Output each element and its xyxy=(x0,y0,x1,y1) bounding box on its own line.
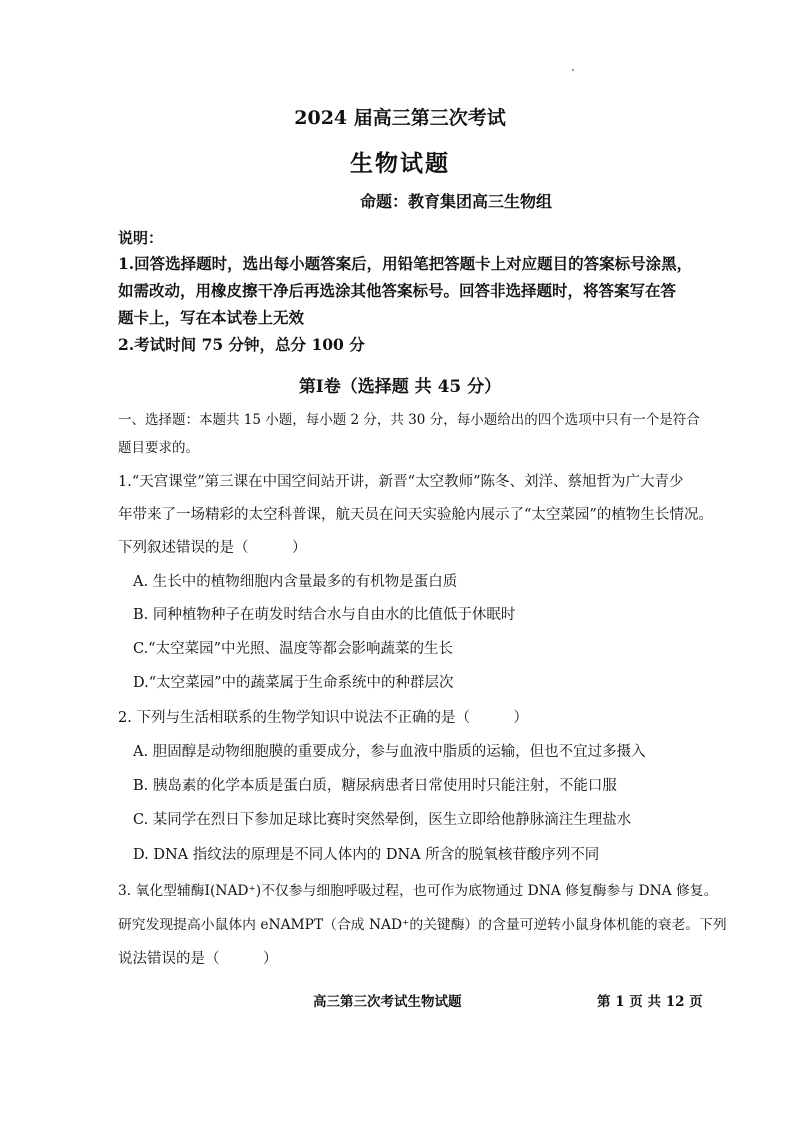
question-2-option-a: A. 胆固醇是动物细胞膜的重要成分，参与血液中脂质的运输，但也不宜过多摄入 xyxy=(133,744,646,760)
section-intro-line: 一、选择题：本题共 15 小题，每小题 2 分，共 30 分，每小题给出的四个选项中只有一个是符合 xyxy=(118,412,700,428)
author-line: 命题：教育集团高三生物组 xyxy=(360,192,553,211)
footer-title: 高三第三次考试生物试题 xyxy=(313,994,462,1010)
note-line: 1.回答选择题时，选出每小题答案后，用铅笔把答题卡上对应题目的答案标号涂黑， xyxy=(118,254,693,273)
question-1-option-b: B. 同种植物种子在萌发时结合水与自由水的比值低于休眠时 xyxy=(133,607,516,623)
question-2-option-c: C. 某同学在烈日下参加足球比赛时突然晕倒，医生立即给他静脉滴注生理盐水 xyxy=(133,812,632,828)
page-number: 第 1 页 共 12 页 xyxy=(597,994,703,1010)
notes-heading: 说明： xyxy=(118,229,164,247)
question-1-option-d: D.“太空菜园”中的蔬菜属于生命系统中的种群层次 xyxy=(133,675,454,691)
question-2-stem: 2. 下列与生活相联系的生物学知识中说法不正确的是（ ） xyxy=(118,710,528,726)
question-2-option-b: B. 胰岛素的化学本质是蛋白质，糖尿病患者日常使用时只能注射，不能口服 xyxy=(133,778,617,794)
section-title: 第Ⅰ卷（选择题 共 45 分） xyxy=(298,377,502,397)
section-intro-line: 题目要求的。 xyxy=(118,440,199,456)
question-1-option-c: C.“太空菜园”中光照、温度等都会影响蔬菜的生长 xyxy=(133,641,454,657)
exam-title: 2024 届高三第三次考试 xyxy=(294,107,506,129)
note-line: 如需改动，用橡皮擦干净后再选涂其他答案标号。回答非选择题时，将答案写在答 xyxy=(118,281,677,300)
question-1-stem: 下列叙述错误的是（ ） xyxy=(118,540,307,556)
scan-speck xyxy=(572,69,574,71)
subject-title: 生物试题 xyxy=(350,150,450,177)
note-line: 2.考试时间 75 分钟，总分 100 分 xyxy=(118,335,365,354)
question-3-stem: 研究发现提高小鼠体内 eNAMPT（合成 NAD⁺的关键酶）的含量可逆转小鼠身体机能的衰老。下列 xyxy=(118,917,727,933)
question-1-stem: 1.“天宫课堂”第三课在中国空间站开讲，新晋“太空教师”陈冬、刘洋、蔡旭哲为广大青少 xyxy=(118,474,684,490)
question-2-option-d: D. DNA 指纹法的原理是不同人体内的 DNA 所含的脱氧核苷酸序列不同 xyxy=(133,847,600,863)
question-3-stem: 3. 氧化型辅酶Ⅰ(NAD⁺)不仅参与细胞呼吸过程，也可作为底物通过 DNA 修复酶参与 DNA 修复。 xyxy=(118,883,718,899)
question-1-stem: 年带来了一场精彩的太空科普课，航天员在问天实验舱内展示了“太空菜园”的植物生长情况。 xyxy=(118,507,713,523)
question-1-option-a: A. 生长中的植物细胞内含量最多的有机物是蛋白质 xyxy=(133,574,458,590)
question-3-stem: 说法错误的是（ ） xyxy=(118,951,278,967)
note-line: 题卡上，写在本试卷上无效 xyxy=(118,308,305,327)
